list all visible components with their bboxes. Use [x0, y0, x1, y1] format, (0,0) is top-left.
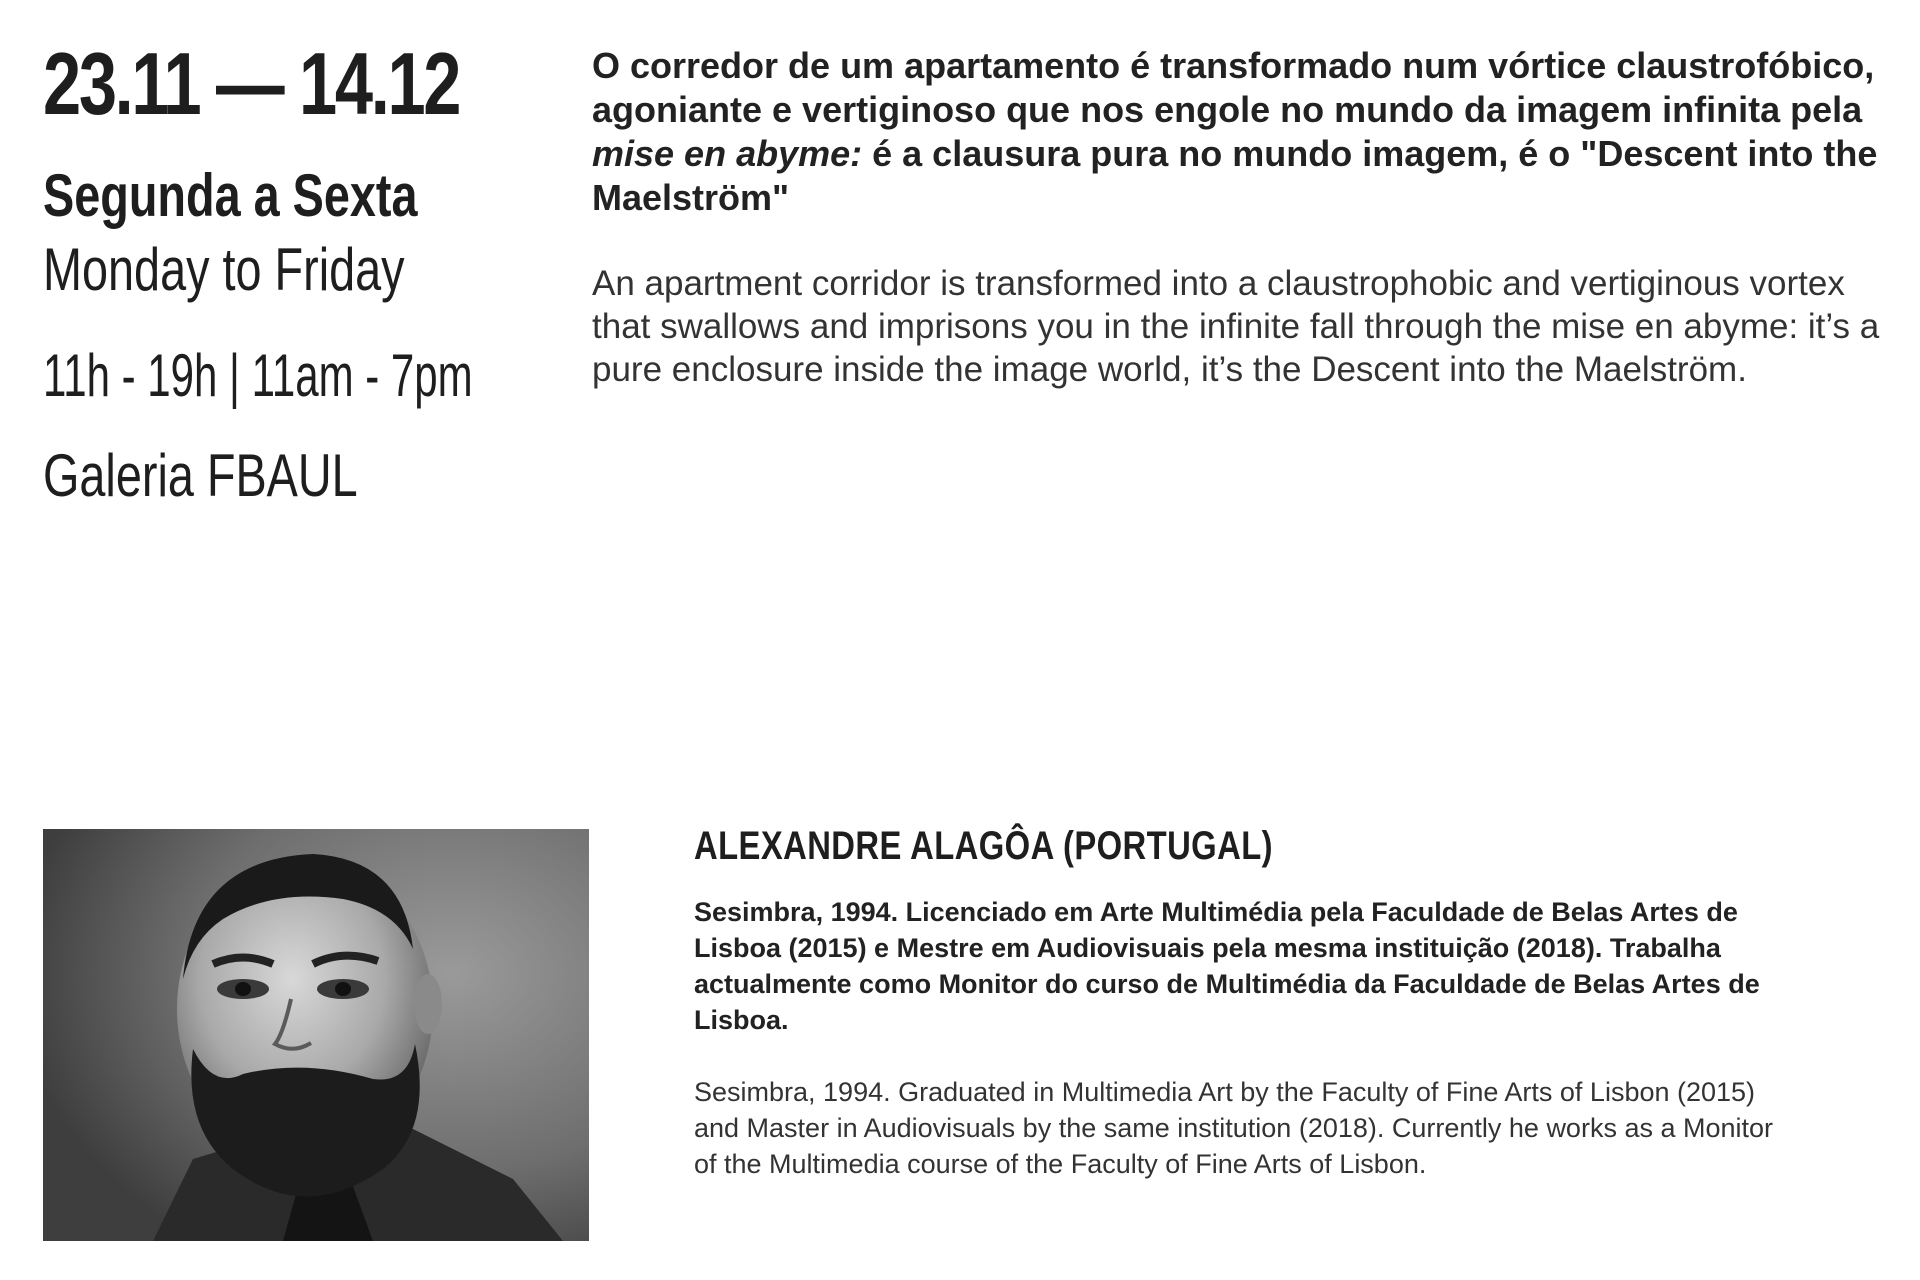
synopsis-pt-italic: mise en abyme:	[592, 133, 863, 174]
synopsis-en: An apartment corridor is transformed into a claustrophobic and vertiginous vortex that swallows and imprisons you in the infinite fall through the mise en abyme: it’s a pure enclosure inside the image world, it’s the Descent into the Maelström.	[592, 264, 1880, 389]
exhibition-dates: 23.11 — 14.12	[43, 34, 460, 133]
synopsis-pt-part1: O corredor de um apartamento é transformado num vórtice claustrofóbico, agoniante e vertiginoso que nos engole no mundo da imagem infinita pela	[592, 45, 1875, 130]
artist-bio-en: Sesimbra, 1994. Graduated in Multimedia Art by the Faculty of Fine Arts of Lisbon (2015) and Master in Audiovisuals by the same institution (2018). Currently he works as a Monitor of the Multimedia course of the Faculty of Fine Arts of Lisbon.	[694, 1077, 1774, 1179]
artist-name: ALEXANDRE ALAGÔA (PORTUGAL)	[694, 824, 1273, 868]
artist-bio-pt: Sesimbra, 1994. Licenciado em Arte Multimédia pela Faculdade de Belas Artes de Lisboa (2015) e Mestre em Audiovisuais pela mesma instituição (2018). Trabalha actualmente como Monitor do curso de Multimédia da Faculdade de Belas Artes de Lisboa.	[694, 897, 1760, 1035]
synopsis-pt	[592, 44, 1892, 220]
synopsis-pt-part2: é a clausura pura no mundo imagem, é o "Descent into the Maelström"	[592, 133, 1878, 218]
venue-name: Galeria FBAUL	[43, 442, 358, 509]
opening-days-en: Monday to Friday	[43, 236, 405, 303]
artist-portrait	[43, 829, 589, 1241]
opening-days-pt: Segunda a Sexta	[43, 162, 418, 229]
opening-hours: 11h - 19h | 11am - 7pm	[43, 342, 473, 409]
portrait-image	[43, 829, 589, 1241]
